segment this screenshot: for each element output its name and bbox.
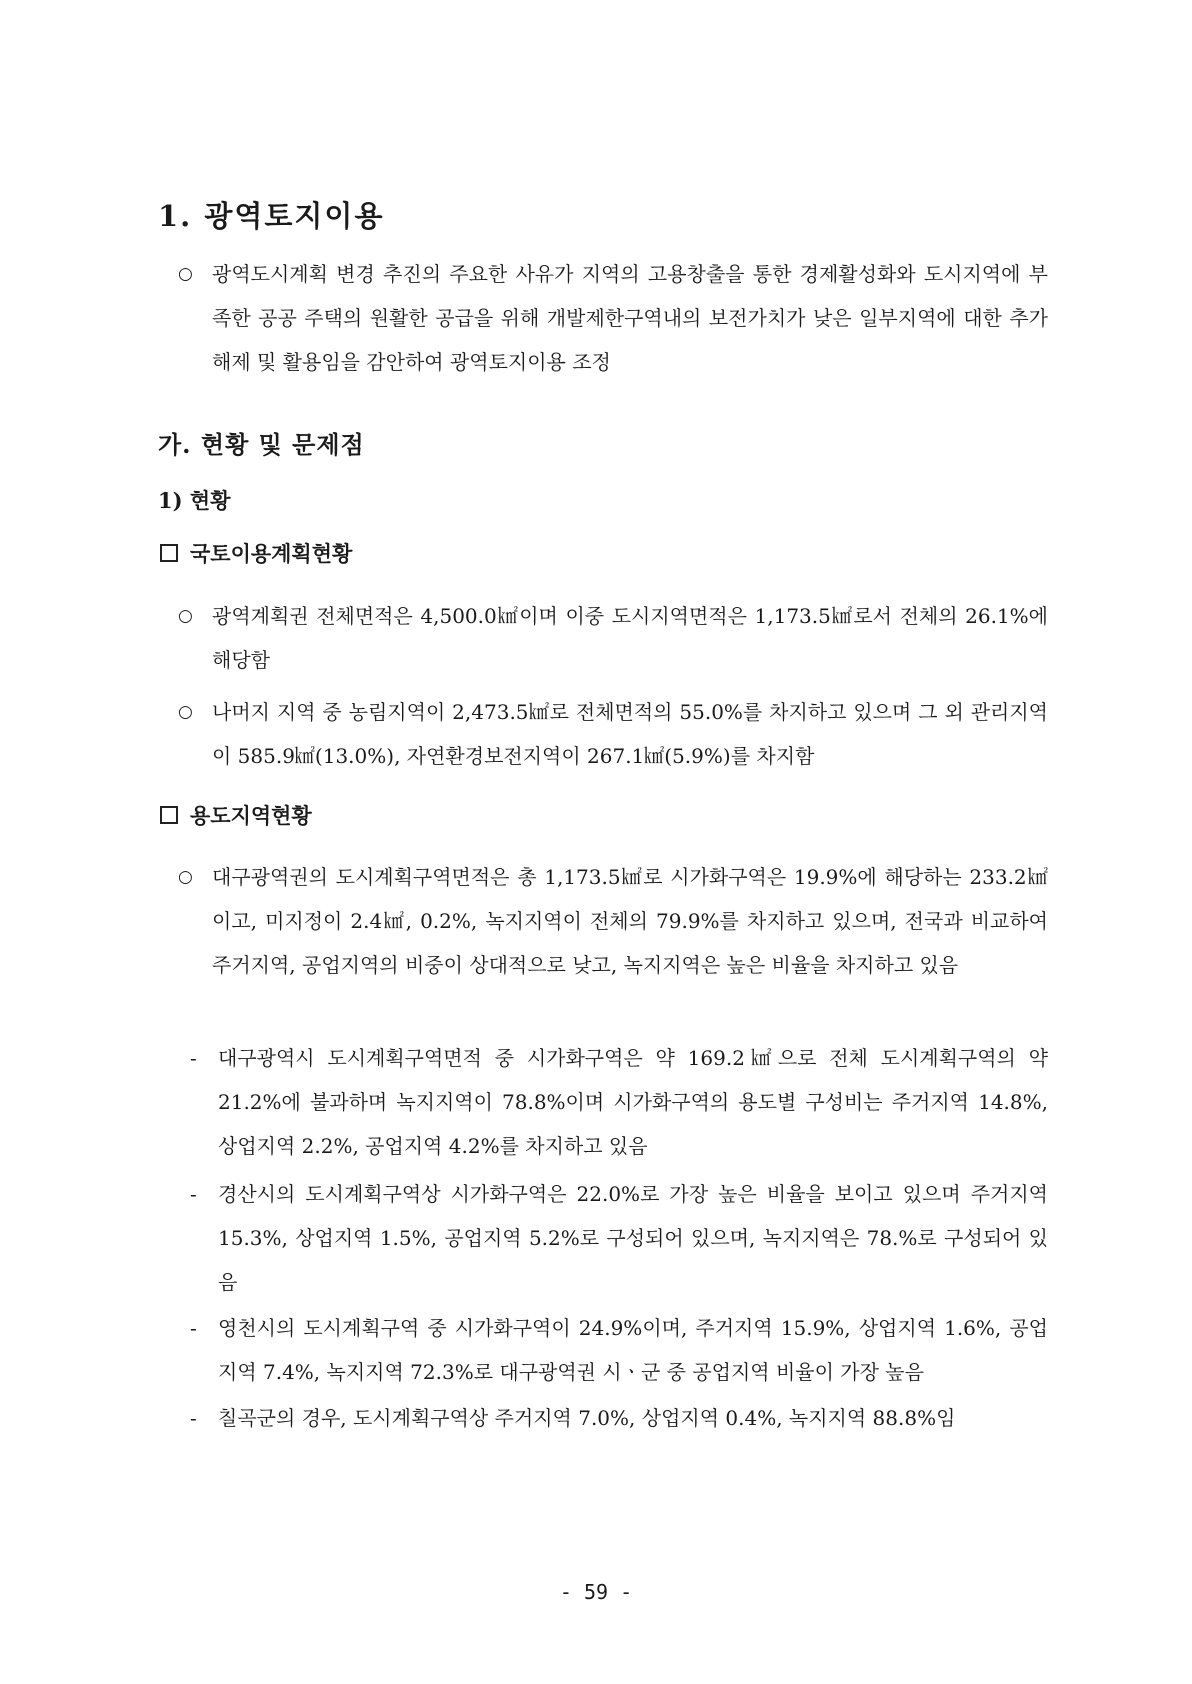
- circle-bullet: ○: [178, 702, 193, 722]
- zoning-detail-chilgok: [190, 1396, 1048, 1440]
- land-use-item-2-text: 나머지 지역 중 농림지역이 2,473.5㎢로 전체면적의 55.0%를 차지하고 있으며 그 외 관리지역이 585.9㎢(13.0%), 자연환경보전지역이 267.1㎢(5.9%)를 차지함: [212, 700, 1048, 768]
- subsection-title: 가. 현황 및 문제점: [158, 430, 365, 459]
- sub-subsection-title: 1) 현황: [158, 488, 231, 513]
- intro-paragraph: [178, 252, 1048, 384]
- zoning-detail-gyeongsan: [190, 1172, 1048, 1304]
- zoning-detail-yeongcheon-text: 영천시의 도시계획구역 중 시가화구역이 24.9%이며, 주거지역 15.9%, 상업지역 1.6%, 공업지역 7.4%, 녹지지역 72.3%로 대구광역권 시ㆍ군 중 공업지역 비율이 가장 높음: [218, 1316, 1048, 1384]
- dash-bullet: -: [190, 1182, 197, 1206]
- zoning-detail-daegu-text: 대구광역시 도시계획구역면적 중 시가화구역은 약 169.2㎢으로 전체 도시계획구역의 약 21.2%에 불과하며 녹지지역이 78.8%이며 시가화구역의 용도별 구성비는 주거지역 14.8%, 상업지역 2.2%, 공업지역 4.2%를 차지하고 있음: [218, 1046, 1048, 1158]
- land-use-plan-heading-label: 국토이용계획현황: [190, 541, 353, 566]
- dash-bullet: -: [190, 1316, 197, 1340]
- land-use-item-2: [178, 690, 1048, 778]
- intro-paragraph-text: 광역도시계획 변경 추진의 주요한 사유가 지역의 고용창출을 통한 경제활성화와 도시지역에 부족한 공공 주택의 원활한 공급을 위해 개발제한구역내의 보전가치가 낮은 일부지역에 대한 추가 해제 및 활용임을 감안하여 광역토지이용 조정: [212, 262, 1048, 374]
- zoning-item: [178, 855, 1048, 987]
- zoning-detail-daegu: [190, 1036, 1048, 1168]
- land-use-item-1: [178, 594, 1048, 682]
- checkbox-square-icon: [160, 544, 178, 562]
- zoning-heading-label: 용도지역현황: [190, 803, 312, 828]
- section-title: 1. 광역토지이용: [158, 199, 385, 233]
- zoning-detail-yeongcheon: [190, 1306, 1048, 1394]
- circle-bullet: ○: [178, 867, 193, 887]
- checkbox-square-icon: [160, 806, 178, 824]
- dash-bullet: -: [190, 1406, 197, 1430]
- circle-bullet: ○: [178, 264, 193, 284]
- zoning-heading: [160, 800, 312, 830]
- circle-bullet: ○: [178, 606, 193, 626]
- land-use-plan-heading: [160, 538, 352, 568]
- zoning-item-text: 대구광역권의 도시계획구역면적은 총 1,173.5㎢로 시가화구역은 19.9%에 해당하는 233.2㎢이고, 미지정이 2.4㎢, 0.2%, 녹지지역이 전체의 79.9%를 차지하고 있으며, 전국과 비교하여 주거지역, 공업지역의 비중이 상대적으로 낮고, 녹지지역은 높은 비율을 차지하고 있음: [212, 865, 1048, 977]
- land-use-item-1-text: 광역계획권 전체면적은 4,500.0㎢이며 이중 도시지역면적은 1,173.5㎢로서 전체의 26.1%에 해당함: [212, 604, 1048, 672]
- dash-bullet: -: [190, 1046, 197, 1070]
- zoning-detail-chilgok-text: 칠곡군의 경우, 도시계획구역상 주거지역 7.0%, 상업지역 0.4%, 녹지지역 88.8%임: [218, 1406, 956, 1430]
- page-number: - 59 -: [559, 1580, 633, 1604]
- zoning-detail-gyeongsan-text: 경산시의 도시계획구역상 시가화구역은 22.0%로 가장 높은 비율을 보이고 있으며 주거지역 15.3%, 상업지역 1.5%, 공업지역 5.2%로 구성되어 있으며, 녹지지역은 78.%로 구성되어 있음: [218, 1182, 1048, 1294]
